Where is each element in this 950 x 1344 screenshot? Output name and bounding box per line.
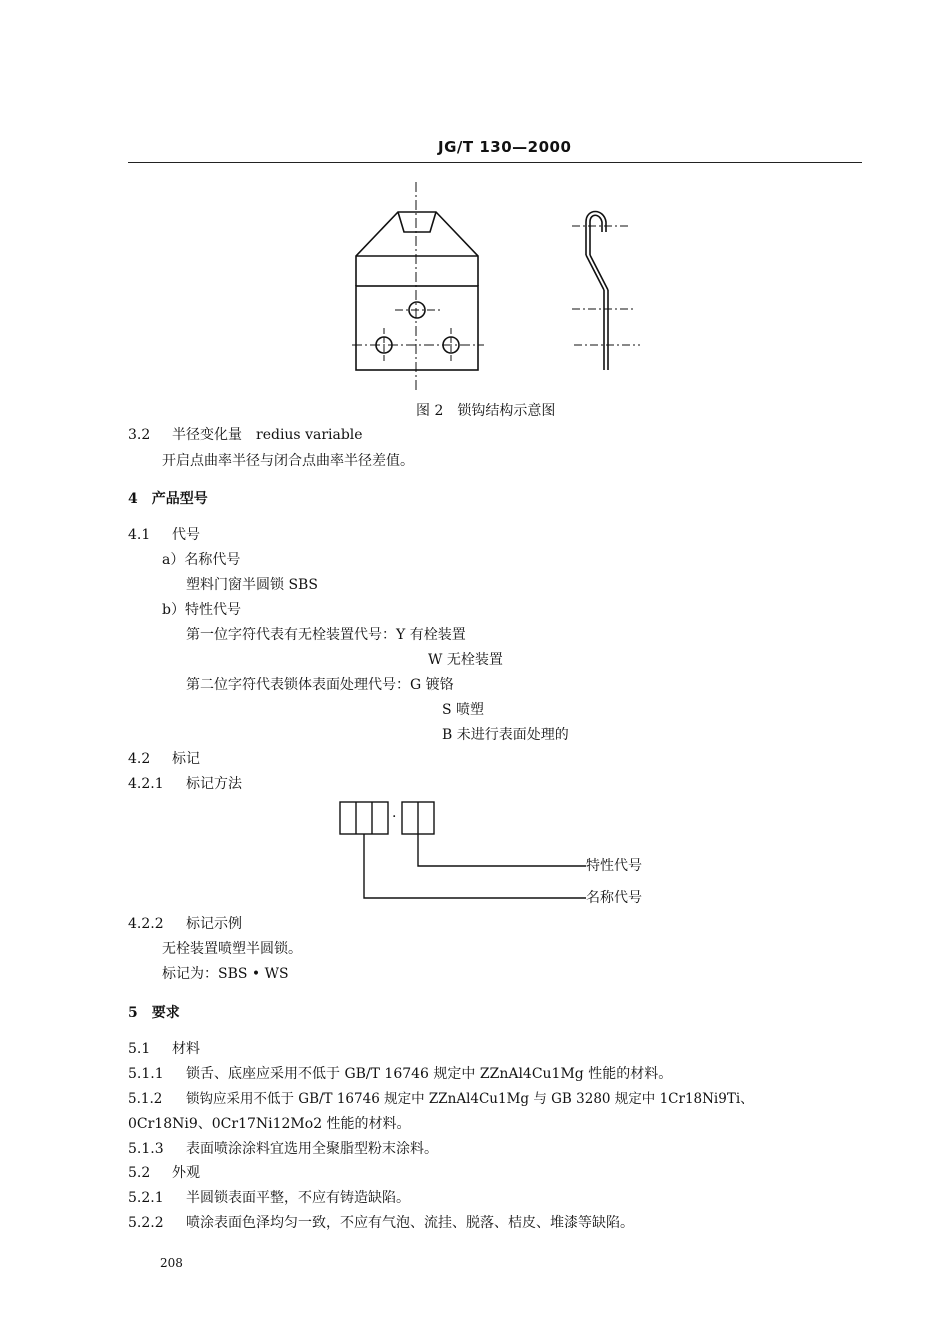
page-number: 208 xyxy=(160,1256,183,1270)
list-item: b）特性代号 xyxy=(162,602,241,618)
marking-dot: · xyxy=(392,809,397,825)
section-title: 代号 xyxy=(172,527,200,543)
list-item-value: B 未进行表面处理的 xyxy=(442,727,569,743)
marking-method-diagram xyxy=(340,802,586,898)
list-item-value: 塑料门窗半圆锁 SBS xyxy=(186,577,318,593)
label-feature-code: 特性代号 xyxy=(586,858,642,874)
figure-caption: 图 2 锁钩结构示意图 xyxy=(416,403,556,419)
section-number: 5.2.1 xyxy=(128,1190,164,1206)
section-number: 5.2 xyxy=(128,1165,151,1181)
list-item-value: 第二位字符代表锁体表面处理代号：G 镀铬 xyxy=(186,677,454,693)
paragraph: 无栓装置喷塑半圆锁。 xyxy=(162,941,302,957)
paragraph: 喷涂表面色泽均匀一致，不应有气泡、流挂、脱落、桔皮、堆漆等缺陷。 xyxy=(186,1215,634,1231)
section-title: 半径变化量 redius variable xyxy=(172,427,363,443)
paragraph: 锁钩应采用不低于 GB/T 16746 规定中 ZZnAl4Cu1Mg 与 GB 3280 规定中 1Cr18Ni9Ti、 xyxy=(186,1091,754,1107)
section-title: 外观 xyxy=(172,1165,200,1181)
lock-hook-front-view xyxy=(352,182,484,392)
section-title: 标记示例 xyxy=(186,916,242,932)
section-number: 5.1 xyxy=(128,1041,151,1057)
chapter-heading: 5 要求 xyxy=(128,1005,180,1021)
section-number: 4.2 xyxy=(128,751,151,767)
chapter-heading: 4 产品型号 xyxy=(128,491,208,507)
section-number: 5.1.2 xyxy=(128,1091,163,1107)
paragraph: 开启点曲率半径与闭合点曲率半径差值。 xyxy=(162,453,414,469)
section-number: 5.2.2 xyxy=(128,1215,164,1231)
list-item-value: S 喷塑 xyxy=(442,702,485,718)
section-title: 标记方法 xyxy=(186,776,242,792)
label-name-code: 名称代号 xyxy=(586,890,642,906)
list-item-value: W 无栓装置 xyxy=(428,652,503,668)
section-number: 4.2.1 xyxy=(128,776,164,792)
section-number: 4.1 xyxy=(128,527,151,543)
section-number: 3.2 xyxy=(128,427,151,443)
paragraph: 标记为：SBS • WS xyxy=(162,966,289,982)
list-item: a）名称代号 xyxy=(162,552,241,568)
paragraph: 锁舌、底座应采用不低于 GB/T 16746 规定中 ZZnAl4Cu1Mg 性能的材料。 xyxy=(186,1066,673,1082)
section-title: 标记 xyxy=(172,751,200,767)
section-number: 5.1.1 xyxy=(128,1066,164,1082)
section-number: 5.1.3 xyxy=(128,1141,164,1157)
lock-hook-side-view xyxy=(572,212,640,371)
paragraph: 表面喷涂涂料宜选用全聚脂型粉末涂料。 xyxy=(186,1141,438,1157)
section-number: 4.2.2 xyxy=(128,916,164,932)
list-item-value: 第一位字符代表有无栓装置代号：Y 有栓装置 xyxy=(186,627,466,643)
section-title: 材料 xyxy=(172,1041,200,1057)
paragraph: 半圆锁表面平整，不应有铸造缺陷。 xyxy=(186,1190,410,1206)
paragraph: 0Cr18Ni9、0Cr17Ni12Mo2 性能的材料。 xyxy=(128,1116,411,1132)
page-header: JG/T 130—2000 xyxy=(438,138,572,156)
